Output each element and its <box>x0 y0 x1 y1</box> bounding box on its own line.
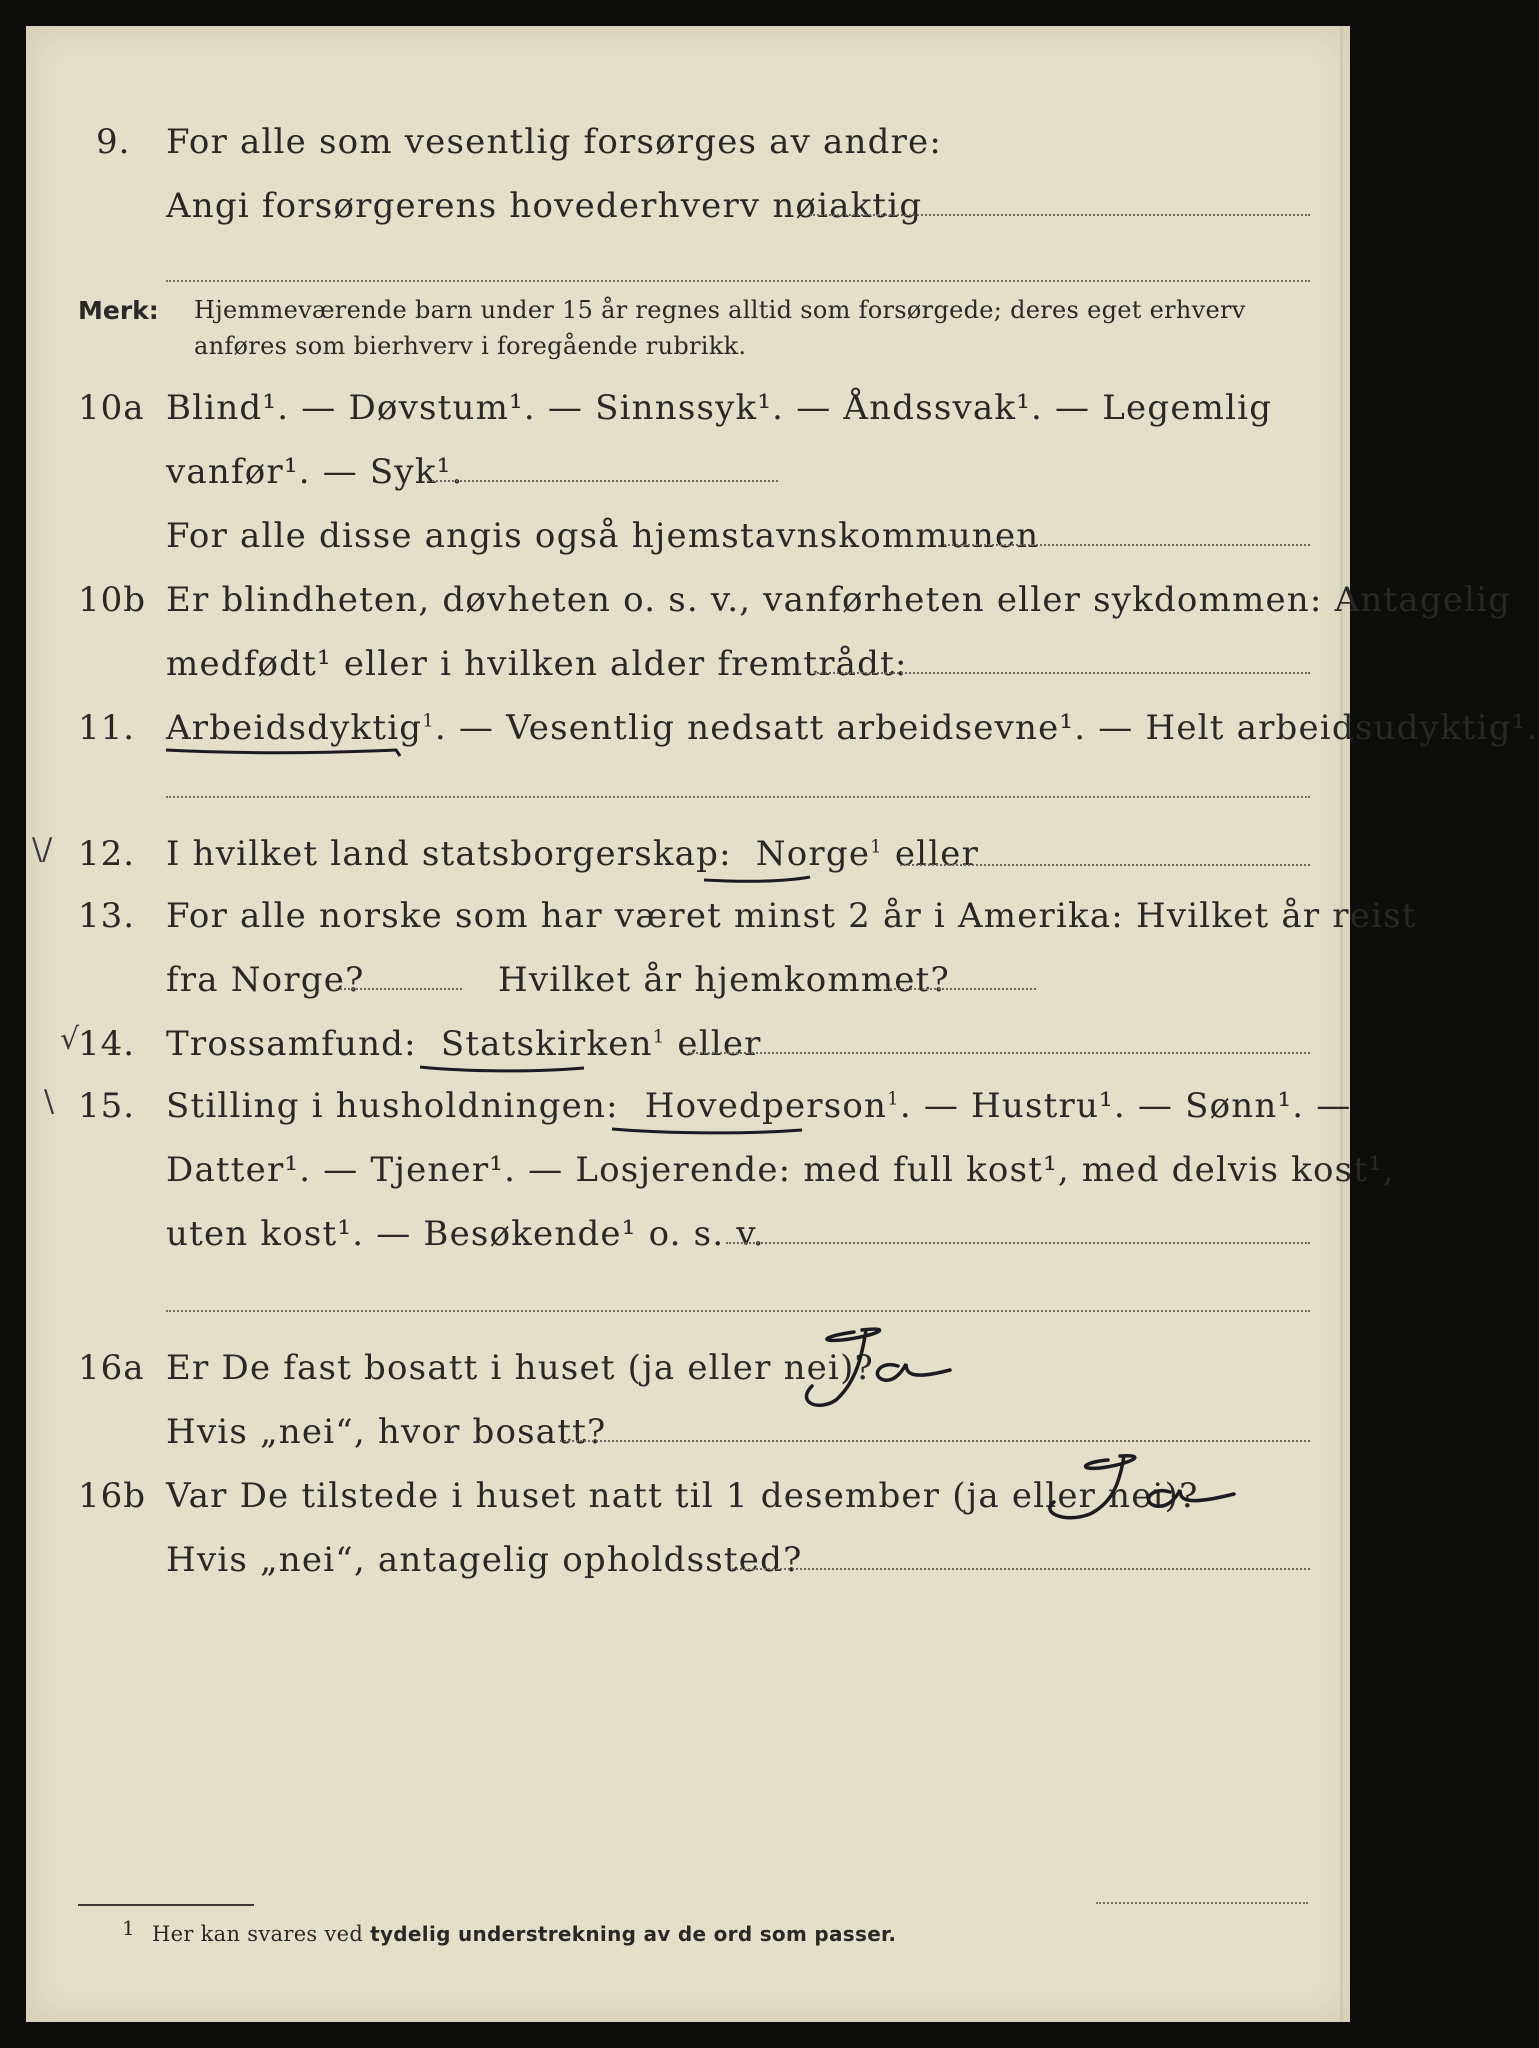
q16a-handwritten-answer <box>766 1316 956 1412</box>
q10b-answer-line[interactable] <box>814 672 1310 674</box>
q12-text <box>166 834 979 874</box>
q13-reist-line[interactable] <box>336 988 462 990</box>
q16b-answer-line[interactable] <box>732 1568 1310 1570</box>
q10a-answer-line[interactable] <box>428 480 778 482</box>
q14-eller: eller <box>677 1024 762 1064</box>
check-mark-12: \/ <box>32 832 53 867</box>
q9-answer-line[interactable] <box>810 214 1310 216</box>
q12-norge[interactable]: Norge <box>755 834 871 874</box>
q11-text <box>166 708 1539 748</box>
merk-line1: Hjemmeværende barn under 15 år regnes alltid som forsørgede; deres eget erhverv <box>194 296 1246 324</box>
q11-pen-underline <box>164 744 404 758</box>
q16b-answer-text: Ja <box>1034 1446 1035 1447</box>
q11-footnote-mark: 1 <box>422 710 435 732</box>
q15-hovedperson[interactable]: Hovedperson <box>644 1086 888 1126</box>
q10a-line3: For alle disse angis også hjemstavnskommunen <box>166 516 1040 556</box>
q10a-number: 10a <box>78 388 145 428</box>
q15-line1 <box>166 1086 1352 1126</box>
q16b-line1: Var De tilstede i huset natt til 1 desember (ja eller nei)? <box>166 1476 1199 1516</box>
paper-fold <box>1340 26 1343 2022</box>
q13-line1: For alle norske som har været minst 2 år i Amerika: Hvilket år reist <box>166 896 1417 936</box>
q15-footnote-mark: 1 <box>887 1088 900 1110</box>
footnote-text-bold: tydelig understrekning av de ord som passer. <box>370 1922 897 1946</box>
q9-line1: For alle som vesentlig forsørges av andre: <box>166 122 943 162</box>
q15-question: Stilling i husholdningen: <box>166 1086 619 1126</box>
q15-extra-line[interactable] <box>166 1310 1310 1312</box>
q16a-line1: Er De fast bosatt i huset (ja eller nei)? <box>166 1348 874 1388</box>
q15-line2[interactable]: Datter¹. — Tjener¹. — Losjerende: med full kost¹, med delvis kost¹, <box>166 1150 1395 1190</box>
merk-label: Merk: <box>78 296 159 325</box>
q14-answer-line[interactable] <box>688 1052 1310 1054</box>
q15-line3[interactable]: uten kost¹. — Besøkende¹ o. s. v. <box>166 1214 765 1254</box>
q15-answer-line[interactable] <box>726 1242 1310 1244</box>
q12-eller: eller <box>894 834 980 874</box>
q12-question: I hvilket land statsborgerskap: <box>166 834 732 874</box>
q14-footnote-mark: 1 <box>652 1026 666 1048</box>
q14-text <box>166 1024 762 1064</box>
q10a-hjemstavn-line[interactable] <box>944 544 1310 546</box>
footnote-rule-right <box>1096 1902 1308 1904</box>
footnote-text-plain: Her kan svares ved <box>152 1922 364 1946</box>
footnote-mark: 1 <box>122 1916 136 1940</box>
q10b-line1: Er blindheten, døvheten o. s. v., vanførheten eller sykdommen: Antagelig <box>166 580 1512 620</box>
q10b-line2: medfødt¹ eller i hvilken alder fremtrådt: <box>166 644 908 684</box>
q9-extra-line[interactable] <box>166 280 1310 282</box>
q9-line2: Angi forsørgerens hovederhverv nøiaktig <box>166 186 923 226</box>
q15-number: 15. <box>78 1086 136 1126</box>
census-form-page <box>26 26 1539 2022</box>
check-mark-15: \ <box>44 1084 55 1119</box>
q15-pen-underline <box>610 1124 806 1138</box>
check-mark-14: √ <box>60 1022 80 1057</box>
q14-statskirken[interactable]: Statskirken <box>440 1024 653 1064</box>
q10a-line2: vanfør¹. — Syk¹. <box>166 452 464 492</box>
q10a-line1: Blind¹. — Døvstum¹. — Sinnssyk¹. — Åndssvak¹. — Legemlig <box>166 388 1273 428</box>
q16b-handwritten-answer <box>1034 1446 1244 1526</box>
q12-footnote-mark: 1 <box>870 836 883 858</box>
q11-arbeidsdyktig[interactable]: Arbeidsdyktig <box>166 708 423 748</box>
q13-fra-norge: fra Norge? <box>166 960 365 1000</box>
q10b-number: 10b <box>78 580 147 620</box>
q12-number: 12. <box>78 834 136 874</box>
q12-answer-line[interactable] <box>900 864 1310 866</box>
q11-extra-line[interactable] <box>166 796 1310 798</box>
footnote-rule <box>78 1904 254 1906</box>
q14-number: 14. <box>78 1024 136 1064</box>
q16a-line2: Hvis „nei“, hvor bosatt? <box>166 1412 607 1452</box>
q16a-answer-line[interactable] <box>560 1440 1310 1442</box>
q12-pen-underline <box>702 872 814 886</box>
q11-rest[interactable]: . — Vesentlig nedsatt arbeidsevne¹. — Helt arbeidsudyktig¹. <box>434 708 1539 748</box>
q16b-line2: Hvis „nei“, antagelig opholdssted? <box>166 1540 803 1580</box>
footnote-text <box>152 1922 896 1946</box>
q11-number: 11. <box>78 708 136 748</box>
merk-line2: anføres som bierhverv i foregående rubrikk. <box>194 332 747 360</box>
q14-question: Trossamfund: <box>166 1024 417 1064</box>
q16b-number: 16b <box>78 1476 147 1516</box>
q15-options[interactable]: . — Hustru¹. — Sønn¹. — <box>899 1086 1352 1126</box>
q16a-number: 16a <box>78 1348 145 1388</box>
q13-hjemkommet: Hvilket år hjemkommet? <box>498 960 950 1000</box>
q13-number: 13. <box>78 896 136 936</box>
q13-hjemkommet-line[interactable] <box>886 988 1036 990</box>
q14-pen-underline <box>418 1062 588 1076</box>
q16a-answer-text: Ja <box>766 1316 767 1317</box>
q9-number: 9. <box>96 122 131 162</box>
